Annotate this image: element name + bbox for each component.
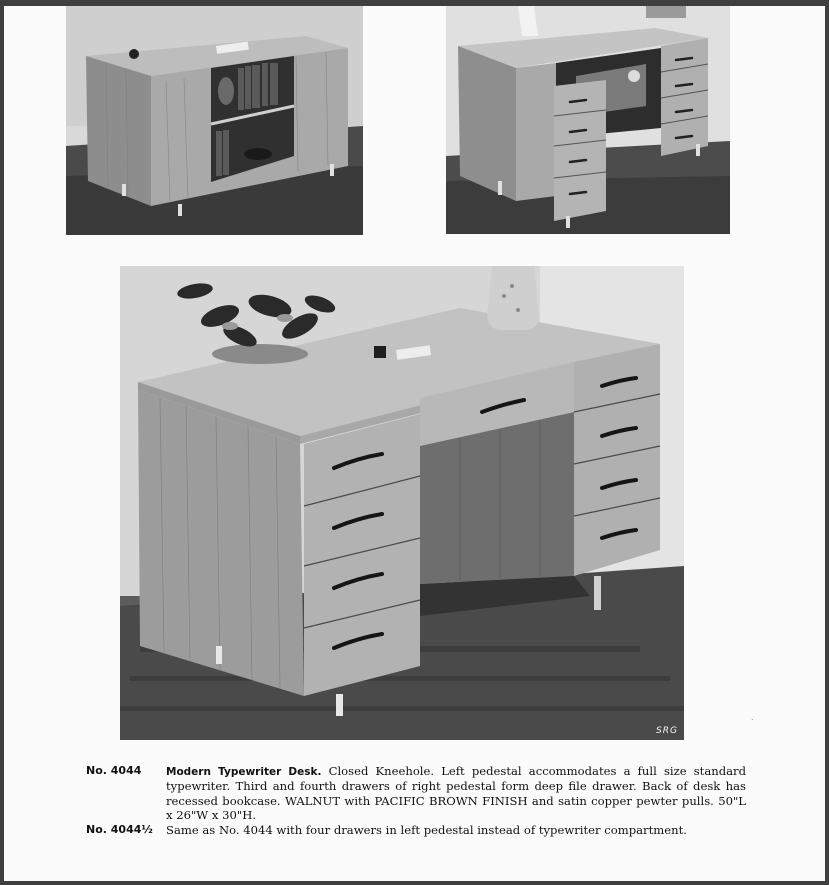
item-description: Same as No. 4044 with four drawers in left pedestal instead of typewriter compartment. bbox=[166, 823, 687, 837]
photo-modern-typewriter-desk bbox=[120, 266, 684, 740]
margin-mark: . bbox=[751, 713, 754, 722]
main-desk-illustration bbox=[120, 266, 684, 740]
item-title: Modern Typewriter Desk. bbox=[166, 766, 322, 778]
photo-desk-back-bookcase bbox=[66, 6, 363, 235]
item-description: Closed Kneehole. Left pedestal accommodates a full size standard typewriter. Third and fourth drawers of right pedestal form deep file drawer. Back of desk has recessed bookcase. WALNUT with PACIFIC BROWN FINISH and satin copper pewter pulls. 50"L x 26"W x 30"H. bbox=[166, 764, 746, 823]
desk-back-illustration bbox=[66, 6, 363, 235]
caption-item-4044 bbox=[86, 764, 746, 823]
photo-signature: SRG bbox=[656, 726, 678, 736]
item-text bbox=[166, 764, 746, 823]
typewriter-desk-illustration bbox=[446, 6, 730, 234]
photo-typewriter-compartment bbox=[446, 6, 730, 234]
caption-item-4044-half bbox=[86, 823, 746, 837]
item-number: No. 4044½ bbox=[86, 823, 153, 836]
item-number: No. 4044 bbox=[86, 764, 142, 777]
item-text bbox=[166, 823, 746, 837]
